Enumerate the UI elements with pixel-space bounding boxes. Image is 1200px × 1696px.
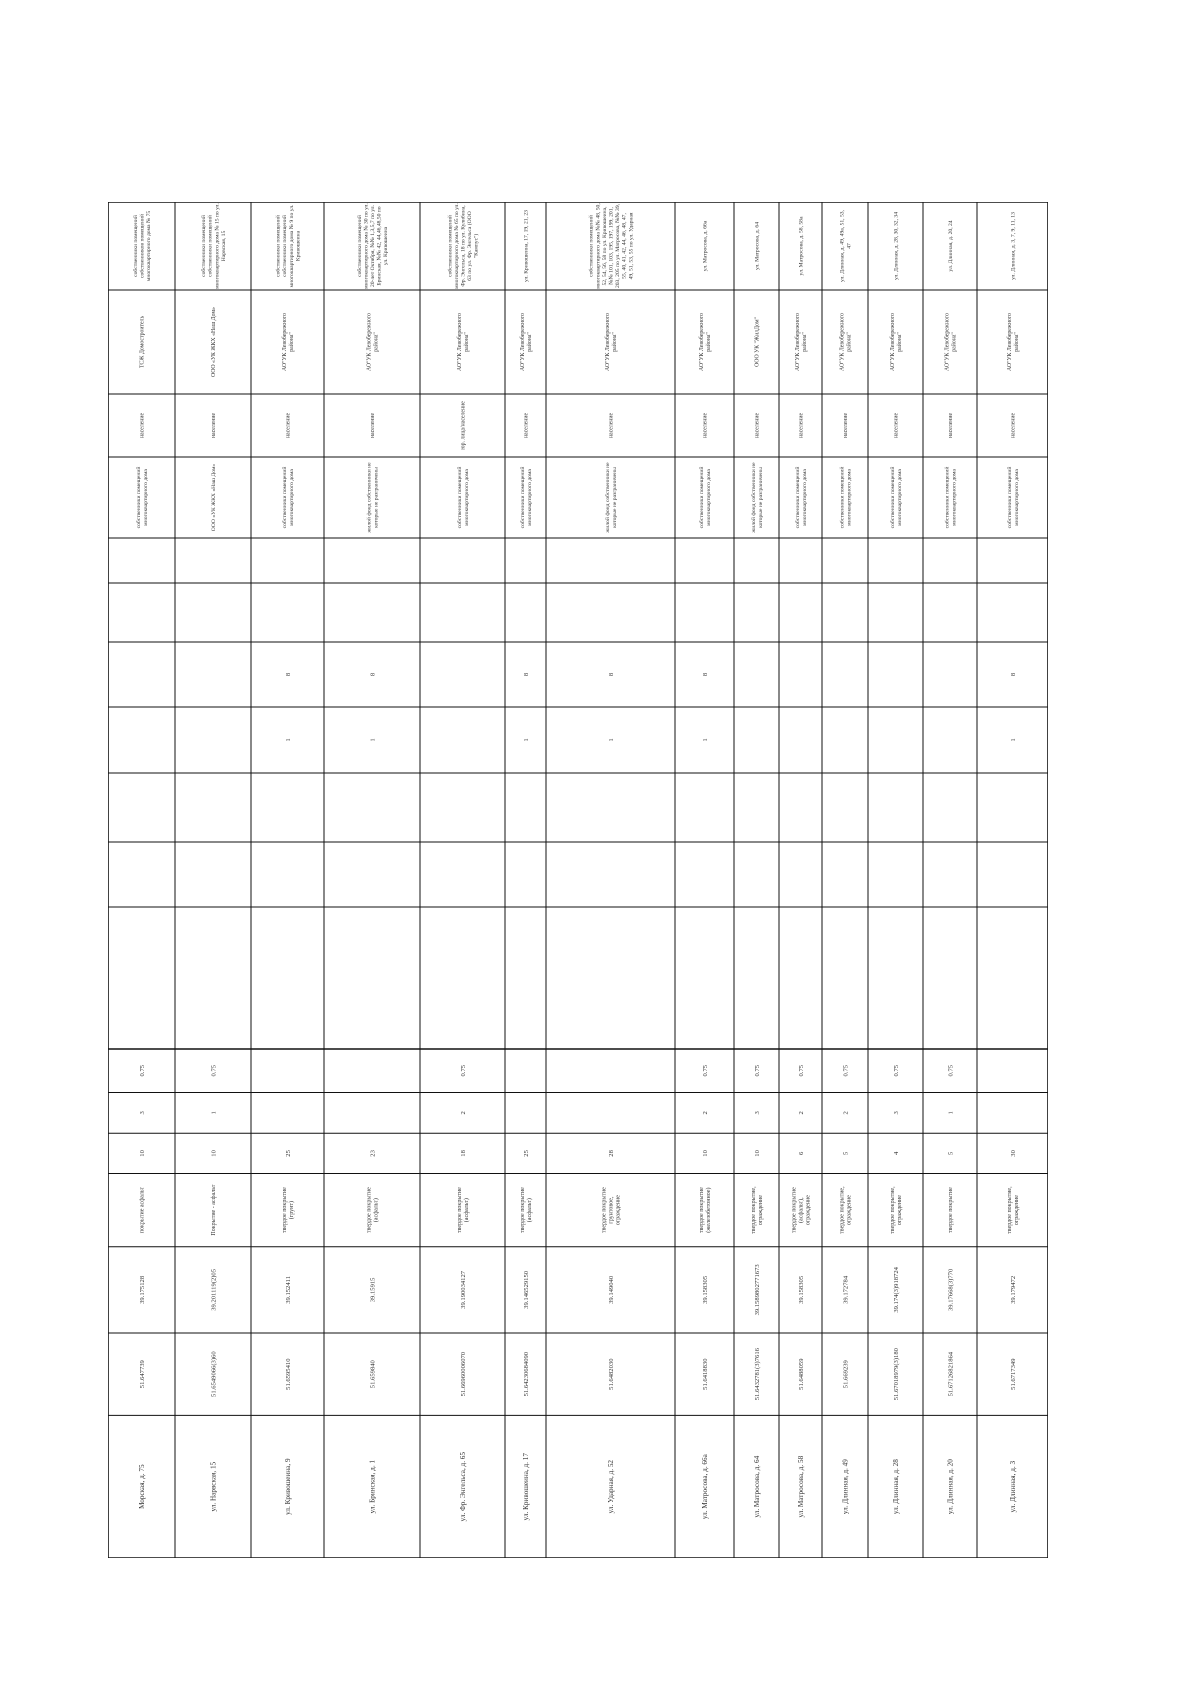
cell-area: 10 [753, 1150, 761, 1157]
cell-count-b: 8 [607, 672, 615, 677]
cell-count-a: 1 [701, 738, 709, 742]
cell-address: ул. Матросова, д. 66а [701, 1454, 710, 1520]
document-page [108, 202, 1048, 1558]
cell-served-objects: ул. Длинная, д. 20, 24 [947, 220, 954, 272]
cell-served-objects: собственники помещенийсобственники помещениймногоквартирного дома № 9 по ул.Кривошеина [275, 204, 302, 288]
cell-count-b: 8 [369, 672, 377, 677]
cell-address: ул. Матросова, д. 64 [753, 1455, 762, 1518]
cell-latitude: 51.6549066(3)60 [210, 1351, 218, 1397]
cell-volume: 0.75 [842, 1064, 850, 1077]
cell-latitude: 51.67018979(3)180 [892, 1348, 900, 1401]
cell-surface: твердое покрытие,ограждение [890, 1186, 904, 1234]
cell-latitude: 51.6482030 [607, 1358, 615, 1390]
cell-containers: 2 [701, 1111, 709, 1115]
cell-area: 10 [210, 1150, 218, 1157]
cell-basis: собственники помещениймногоквартирного дома [944, 466, 958, 529]
cell-served-objects: собственники помещениймногоквартирного дома № 30 по ул.20-лет Октября, №№ 1,3,5,7 по ул.Бринская, №№ 42, 44,46,48,50 поул. Кривошеина [356, 203, 390, 289]
cell-owner-category: население [948, 412, 955, 439]
cell-served-objects: ул. Матросова, д. 58, 58а [798, 216, 805, 276]
cell-volume: 0.75 [753, 1064, 761, 1077]
cell-owner-category: население [893, 412, 900, 439]
cell-address: ул. Кривошеина, д. 17 [522, 1453, 531, 1521]
cell-count-a: 1 [607, 738, 615, 742]
cell-volume: 0.75 [947, 1064, 955, 1077]
cell-longitude: 39.146529150 [522, 1270, 530, 1309]
cell-address: ул. Длинная, д. 20 [946, 1459, 955, 1515]
cell-containers: 2 [459, 1111, 467, 1115]
cell-owner-category: население [702, 412, 709, 439]
cell-organization: АО"УК Левобережногорайона" [839, 313, 853, 371]
cell-latitude: 51.6595410 [284, 1358, 292, 1390]
cell-surface: покрытие асфальт [139, 1186, 146, 1234]
cell-basis: собственники помещениймногоквартирного дома [136, 466, 149, 529]
cell-area: 25 [522, 1150, 530, 1157]
cell-surface: Покрытие - асфальт [211, 1184, 218, 1236]
cell-area: 18 [459, 1150, 467, 1157]
cell-count-b: 8 [1009, 672, 1017, 677]
cell-latitude: 51.6717349 [1009, 1358, 1017, 1390]
cell-volume: 0.75 [210, 1064, 218, 1077]
cell-served-objects: собственники помещениймногоквартирного дома №№ 48, 50,52, 54, 56, 58 по ул. Кривошеина,№№ 101, 103, 195, 197, 199, 201,203, 205 по ул. Матросова, №№ 39,55, 40, 41, 42, 44, 46, 48, 47,49, 51, 53, 55 по ул. Ударная [588, 203, 635, 289]
cell-count-a: 1 [1009, 738, 1017, 742]
cell-area: 25 [284, 1150, 292, 1157]
cell-owner-category: юр. лица/население [460, 401, 467, 450]
cell-organization: АО"УК Левобережногорайона" [605, 313, 618, 371]
cell-owner-category: население [523, 412, 530, 439]
cell-surface: твердое покрытие [948, 1187, 955, 1234]
cell-area: 10 [701, 1150, 709, 1157]
cell-containers: 3 [138, 1111, 146, 1115]
cell-organization: АО"УК Левобережногорайона" [1007, 313, 1020, 371]
cell-surface: твердое покрытие,ограждение [751, 1186, 765, 1234]
cell-latitude: 51.647739 [138, 1360, 146, 1389]
cell-volume: 0.75 [459, 1064, 467, 1077]
cell-containers: 1 [947, 1111, 955, 1115]
cell-surface: твердое покрытие(асфальт) [520, 1187, 534, 1234]
cell-owner-category: население [211, 412, 218, 439]
cell-address: ул. Нарвская, 15 [209, 1461, 218, 1512]
cell-volume: 0.75 [138, 1064, 146, 1077]
cell-surface: твердое покрытие(асфальт) [366, 1187, 380, 1234]
cell-organization: ТСЖ Домостроитель [139, 315, 146, 369]
cell-owner-category: население [608, 412, 615, 439]
rotated-table [108, 202, 1048, 1558]
cell-served-objects: ул. Длинная, д. 28, 30, 32, 34 [893, 212, 900, 280]
cell-area: 5 [947, 1151, 955, 1156]
cell-served-objects: ул. Матросова, д. 64 [754, 221, 761, 271]
cell-latitude: 51.6418830 [701, 1358, 709, 1390]
cell-organization: АО"УК Левобережногорайона" [366, 313, 380, 371]
cell-longitude: 39.158305 [701, 1275, 709, 1304]
cell-organization: АО"УК Левобережногорайона" [699, 313, 712, 371]
cell-basis: собственники помещениймногоквартирного дома [795, 466, 808, 529]
cell-basis: собственники помещениймногоквартирного дома [282, 466, 295, 529]
cell-address: ул. Длинная, д. 28 [892, 1459, 901, 1515]
cell-surface: твердое покрытие(асфальт),ограждение [791, 1187, 812, 1234]
cell-address: ул. Кривошеина, 9 [284, 1458, 293, 1515]
cell-containers: 2 [842, 1111, 850, 1115]
cell-longitude: 39.1589802771673 [753, 1264, 761, 1316]
cell-address: Морская, д. 75 [138, 1464, 147, 1509]
cell-served-objects: ул. Матросова, д. 66а [702, 220, 709, 272]
cell-count-a: 1 [284, 738, 292, 742]
cell-basis: собственники помещениймногоквартирного дома [1007, 466, 1020, 529]
cell-latitude: 51.6432781(3)7616 [753, 1348, 761, 1401]
cell-basis: собственники помещениймногоквартирного дома [699, 466, 712, 529]
cell-longitude: 39.190034127 [459, 1270, 467, 1309]
cell-basis: собственники помещениймногоквартирного дома [890, 466, 903, 529]
cell-longitude: 39.158305 [797, 1275, 805, 1304]
cell-area: 6 [797, 1151, 805, 1156]
cell-owner-category: население [370, 412, 377, 439]
cell-organization: ООО УК "ЖилДом" [754, 317, 761, 367]
cell-owner-category: население [798, 412, 805, 439]
cell-longitude: 39.152411 [284, 1275, 292, 1304]
cell-organization: АО"УК Левобережногорайона" [457, 313, 470, 371]
cell-latitude: 51.66960006070 [459, 1351, 467, 1397]
cell-volume: 0.75 [892, 1064, 900, 1077]
cell-longitude: 39.179472 [1009, 1275, 1017, 1304]
cell-address: ул. Длинная, д. 49 [841, 1459, 850, 1515]
cell-longitude: 39.17668(3)770 [947, 1268, 955, 1312]
cell-address: ул. Ударная, д. 52 [607, 1459, 616, 1514]
cell-served-objects: ул. Длинная, д. 3, 7, 9, 11, 13 [1010, 212, 1017, 280]
cell-latitude: 51.659840 [369, 1360, 377, 1389]
cell-latitude: 51.669239 [842, 1360, 850, 1389]
cell-owner-category: население [843, 412, 850, 439]
cell-containers: 3 [753, 1111, 761, 1115]
cell-organization: АО"УК Левобережногорайона" [890, 313, 903, 371]
cell-latitude: 51.67126821864 [947, 1351, 955, 1397]
cell-served-objects: собственники помещениймногоквартирного дома № 65 по ул.Фр. Энгельса, 18 по ул. Кулибина,63 по ул. Фр. Энгельса (ООО"Кампус") [447, 203, 480, 289]
cell-area: 5 [842, 1151, 850, 1156]
cell-owner-category: население [1010, 412, 1017, 439]
cell-organization: АО"УК Левобережногорайона" [520, 313, 533, 371]
cell-volume: 0.75 [797, 1064, 805, 1077]
cell-served-objects: ул. Длинная, д. 49, 49а, 51, 53,47 [839, 210, 853, 282]
cell-owner-category: население [139, 412, 146, 439]
cell-count-a: 1 [522, 738, 530, 742]
cell-containers: 1 [210, 1111, 218, 1115]
cell-containers: 3 [892, 1111, 900, 1115]
cell-surface: твердое покрытие(грунт) [282, 1187, 296, 1234]
cell-address: ул. Фр. Энгельса, д. 65 [459, 1452, 468, 1522]
cell-count-a: 1 [369, 738, 377, 742]
cell-basis: собственники помещениймногоквартирного дома [457, 466, 470, 529]
cell-area: 28 [607, 1150, 615, 1157]
cell-surface: твердое покрытие(железобетонное) [699, 1187, 713, 1234]
cell-surface: твердое покрытие(асфальт) [457, 1187, 471, 1234]
cell-area: 4 [892, 1151, 900, 1156]
cell-basis: собственники помещениймногоквартирного дома [520, 466, 533, 529]
cell-address: ул. Бринская, д. 1 [368, 1459, 377, 1514]
cell-longitude: 39.175128 [138, 1275, 146, 1304]
cell-basis: жилой фонд собственники некоторые не разграничены [605, 462, 618, 533]
cell-basis: собственники помещениймногоквартирного дома [839, 466, 853, 529]
cell-containers: 2 [797, 1111, 805, 1115]
cell-basis: жилой фонд собственники некоторые не разграничены [751, 462, 764, 533]
cell-owner-category: население [285, 412, 292, 439]
cell-latitude: 51.6488059 [797, 1358, 805, 1390]
cell-longitude: 39.174(3)918724 [892, 1267, 900, 1313]
cell-volume: 0.75 [701, 1064, 709, 1077]
cell-area: 10 [138, 1150, 146, 1157]
cell-surface: твердое покрытиегрунтовое,ограждение [601, 1187, 622, 1234]
cell-organization: ООО «УК ЖКХ «Наш Дом» [211, 307, 218, 377]
cell-area: 30 [1009, 1150, 1017, 1157]
cell-longitude: 39.149040 [607, 1275, 615, 1304]
cell-count-b: 8 [701, 672, 709, 677]
cell-longitude: 39.172784 [842, 1275, 850, 1304]
cell-longitude: 39.15915 [369, 1277, 377, 1303]
cell-basis: ООО «УК ЖКХ «Наш Дом» [210, 463, 217, 532]
cell-area: 23 [369, 1150, 377, 1157]
cell-address: ул. Длинная, д. 3 [1009, 1460, 1018, 1513]
cell-served-objects: ул. Кривошеина, 17, 19, 21, 23 [523, 210, 530, 282]
cell-served-objects: собственники помещенийсобственников помещениймногоквартирного дома № 75 [132, 210, 153, 282]
cell-latitude: 51.64230684090 [522, 1351, 530, 1397]
cell-surface: твердое покрытие,ограждение [1007, 1186, 1021, 1234]
cell-count-b: 8 [284, 672, 292, 677]
cell-organization: АО"УК Левобережногорайона" [944, 313, 958, 371]
cell-surface: твердое покрытие,ограждение [839, 1186, 853, 1234]
cell-count-b: 8 [522, 672, 530, 677]
cell-basis: жилой фонд собственники некоторые не разграничены [366, 462, 380, 533]
cell-owner-category: население [754, 412, 761, 439]
cell-organization: АО"УК Левобережногорайона" [795, 313, 808, 371]
cell-longitude: 39.201119(2)05 [210, 1268, 218, 1311]
cell-organization: АО"УК Левобережногорайона" [282, 313, 295, 371]
cell-address: ул. Матросова, д. 58 [797, 1455, 806, 1518]
cell-served-objects: собственники помещенийсобственники помещениймногоквартирного дома № 15 по ул.Нарвская, 15 [201, 203, 227, 289]
